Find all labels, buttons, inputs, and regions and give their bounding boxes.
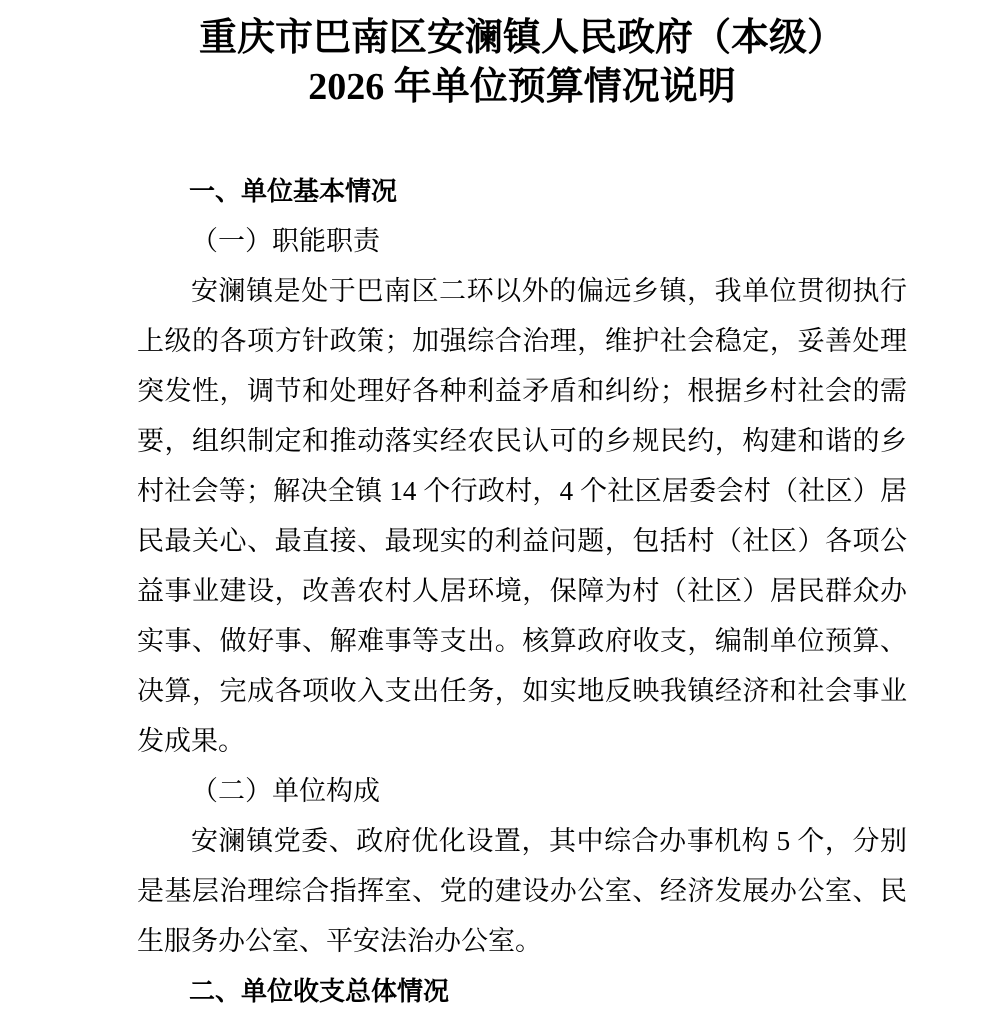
document-title-line1: 重庆市巴南区安澜镇人民政府（本级） (198, 17, 845, 59)
subsection-1-1-paragraph: 安澜镇是处于巴南区二环以外的偏远乡镇，我单位贯彻执行上级的各项方针政策；加强综合治理，维护社会稳定，妥善处理突发性，调节和处理好各种利益矛盾和纠纷；根据乡村社会的需要，组织制定和推动落实经农民认可的乡规民约，构建和谐的乡村社会等；解决全镇 14 个行政村，4 个社区居委会村（社区）居民最关心、最直接、最现实的利益问题，包括村（社区）各项公益事业建设，改善农村人居环境，保障为村（社区）居民群众办实事、做好事、解难事等支出。核算政府收支，编制单位预算、决算，完成各项收入支出任务，如实地反映我镇经济和社会事业发成果。 (137, 276, 907, 756)
document-title (137, 14, 907, 112)
document-body (137, 166, 907, 1016)
subsection-1-2-paragraph: 安澜镇党委、政府优化设置，其中综合办事机构 5 个，分别是基层治理综合指挥室、党的建设办公室、经济发展办公室、民生服务办公室、平安法治办公室。 (137, 826, 907, 956)
subsection-1-1-heading: （一）职能职责 (191, 226, 380, 256)
subsection-1-2-heading: （二）单位构成 (191, 776, 380, 806)
section-1-heading: 一、单位基本情况 (189, 176, 398, 206)
section-2-heading: 二、单位收支总体情况 (189, 976, 450, 1006)
document-title-line2: 2026 年单位预算情况说明 (308, 66, 736, 108)
